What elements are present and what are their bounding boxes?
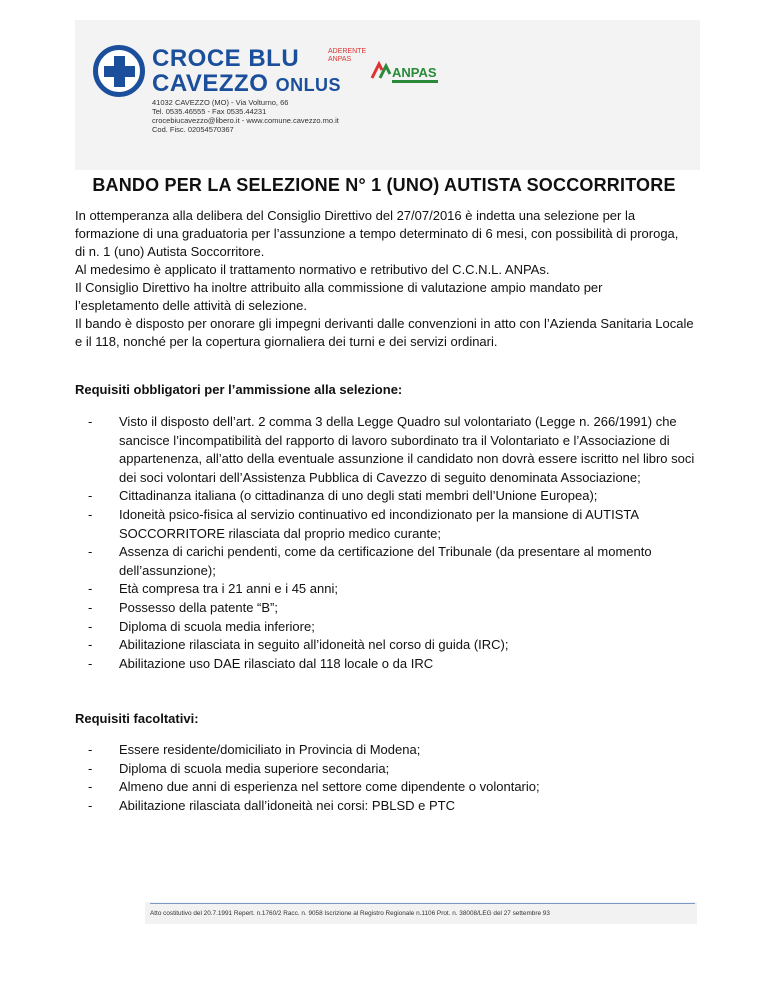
list-item-text: Almeno due anni di esperienza nel settore come dipendente o volontario;	[119, 779, 540, 795]
phone-line: Tel. 0535.46555 - Fax 0535.44231	[152, 107, 267, 116]
list-item-text: Età compresa tra i 21 anni e i 45 anni;	[119, 581, 338, 597]
croce-blu-logo-icon	[93, 45, 145, 97]
org-name-suffix: ONLUS	[275, 75, 342, 95]
list-item	[75, 741, 705, 760]
footer-registration-text: Atto costitutivo del 20.7.1991 Repert. n.1760/2 Racc. n. 9058 Iscrizione al Registro Regionale n.1106 Prot. n. 38008/LEG del 27 settembre 93	[150, 910, 550, 917]
list-item	[75, 599, 705, 618]
list-marker: -	[88, 797, 93, 813]
aderente-line2: ANPAS	[328, 56, 352, 63]
list-marker: -	[88, 506, 93, 522]
anpas-logo-icon	[370, 60, 392, 80]
list-item-text: Essere residente/domiciliato in Provincia di Modena;	[119, 742, 421, 757]
list-marker: -	[88, 488, 93, 504]
list-item	[75, 655, 705, 674]
intro-line: di n. 1 (uno) Autista Soccorritore.	[75, 244, 265, 259]
list-item	[75, 487, 705, 506]
aderente-label	[328, 48, 366, 64]
list-item-text: Abilitazione rilasciata in seguito all’idoneità nel corso di guida (IRC);	[119, 637, 509, 653]
list-item-text: Possesso della patente “B”;	[119, 599, 278, 615]
intro-line: formazione di una graduatoria per l’assunzione a tempo determinato di 6 mesi, con possibilità di proroga,	[75, 226, 679, 241]
required-list	[75, 413, 705, 673]
list-item	[75, 543, 705, 580]
list-marker: -	[88, 760, 93, 776]
page-title: BANDO PER LA SELEZIONE N° 1 (UNO) AUTISTA SOCCORRITORE	[92, 175, 676, 195]
intro-line: e il 118, nonché per la copertura giornaliera dei turni e dei servizi ordinari.	[75, 334, 498, 349]
intro-line: Al medesimo è applicato il trattamento normativo e retributivo del C.C.N.L. ANPAs.	[75, 262, 550, 277]
list-marker: -	[88, 742, 93, 757]
list-item	[75, 760, 705, 779]
intro-paragraph	[75, 207, 695, 351]
optional-heading: Requisiti facoltativi:	[75, 711, 199, 726]
required-heading: Requisiti obbligatori per l’ammissione alla selezione:	[75, 382, 403, 397]
aderente-line1: ADERENTE	[328, 48, 367, 55]
list-marker: -	[88, 599, 93, 615]
list-item-text: Abilitazione rilasciata dall’idoneità nei corsi: PBLSD e PTC	[119, 797, 455, 813]
list-item-text: Assenza di carichi pendenti, come da certificazione del Tribunale (da presentare al momento dell’assunzione);	[119, 544, 652, 578]
list-item	[75, 413, 705, 487]
list-item-text: Abilitazione uso DAE rilasciato dal 118 locale o da IRC	[119, 655, 434, 671]
list-marker: -	[88, 655, 93, 671]
list-item	[75, 506, 705, 543]
tax-code-line: Cod. Fisc. 02054570367	[152, 125, 234, 134]
list-item	[75, 797, 705, 816]
list-marker: -	[88, 544, 93, 560]
cross-horizontal	[104, 66, 135, 77]
footer-rule	[150, 903, 695, 904]
list-item	[75, 636, 705, 655]
list-item-text: Diploma di scuola media superiore secondaria;	[119, 760, 390, 776]
list-marker: -	[88, 618, 93, 634]
anpas-logo-text: ANPAS	[392, 65, 437, 80]
list-marker: -	[88, 581, 93, 597]
list-marker: -	[88, 637, 93, 653]
org-name-city: CAVEZZO	[152, 70, 269, 97]
intro-line: l’espletamento delle attività di selezione.	[75, 298, 307, 313]
email-web-line: crocebiucavezzo@libero.it - www.comune.cavezzo.mo.it	[152, 116, 339, 125]
list-item-text: Idoneità psico-fisica al servizio continuativo ed incondizionato per la mansione di AUTISTA SOCCORRITORE rilasciata dal proprio medico curante;	[119, 506, 639, 541]
list-item-text: Diploma di scuola media inferiore;	[119, 618, 315, 634]
list-item	[75, 618, 705, 637]
org-name-line1: CROCE BLU	[152, 45, 300, 72]
list-item-text: Visto il disposto dell’art. 2 comma 3 della Legge Quadro sul volontariato (Legge n. 266/1991) che sancisce l’incompatibilità del rapporto di lavoro subordinato tra il Volontariato e l’Associazione di appartenenza, all’atto della eventuale assunzione il candidato non dovrà essere iscritto nel libro soci dei soci volontari dell’Assistenza Pubblica di Cavezzo di seguito denominata Associazione;	[119, 414, 695, 485]
list-item-text: Cittadinanza italiana (o cittadinanza di uno degli stati membri dell’Unione Europea);	[119, 488, 598, 504]
intro-line: Il Consiglio Direttivo ha inoltre attribuito alla commissione di valutazione ampio mandato per	[75, 280, 603, 295]
intro-line: Il bando è disposto per onorare gli impegni derivanti dalle convenzioni in atto con l’Azienda Sanitaria Locale	[75, 316, 694, 331]
list-item	[75, 778, 705, 797]
list-marker: -	[88, 414, 93, 429]
address-line: 41032 CAVEZZO (MO) - Via Volturno, 66	[152, 98, 289, 107]
optional-list	[75, 741, 705, 815]
list-marker: -	[88, 779, 93, 795]
anpas-underline	[392, 80, 438, 83]
intro-line: In ottemperanza alla delibera del Consiglio Direttivo del 27/07/2016 è indetta una selezione per la	[75, 208, 636, 223]
org-name-line2	[152, 70, 341, 98]
list-item	[75, 580, 705, 599]
